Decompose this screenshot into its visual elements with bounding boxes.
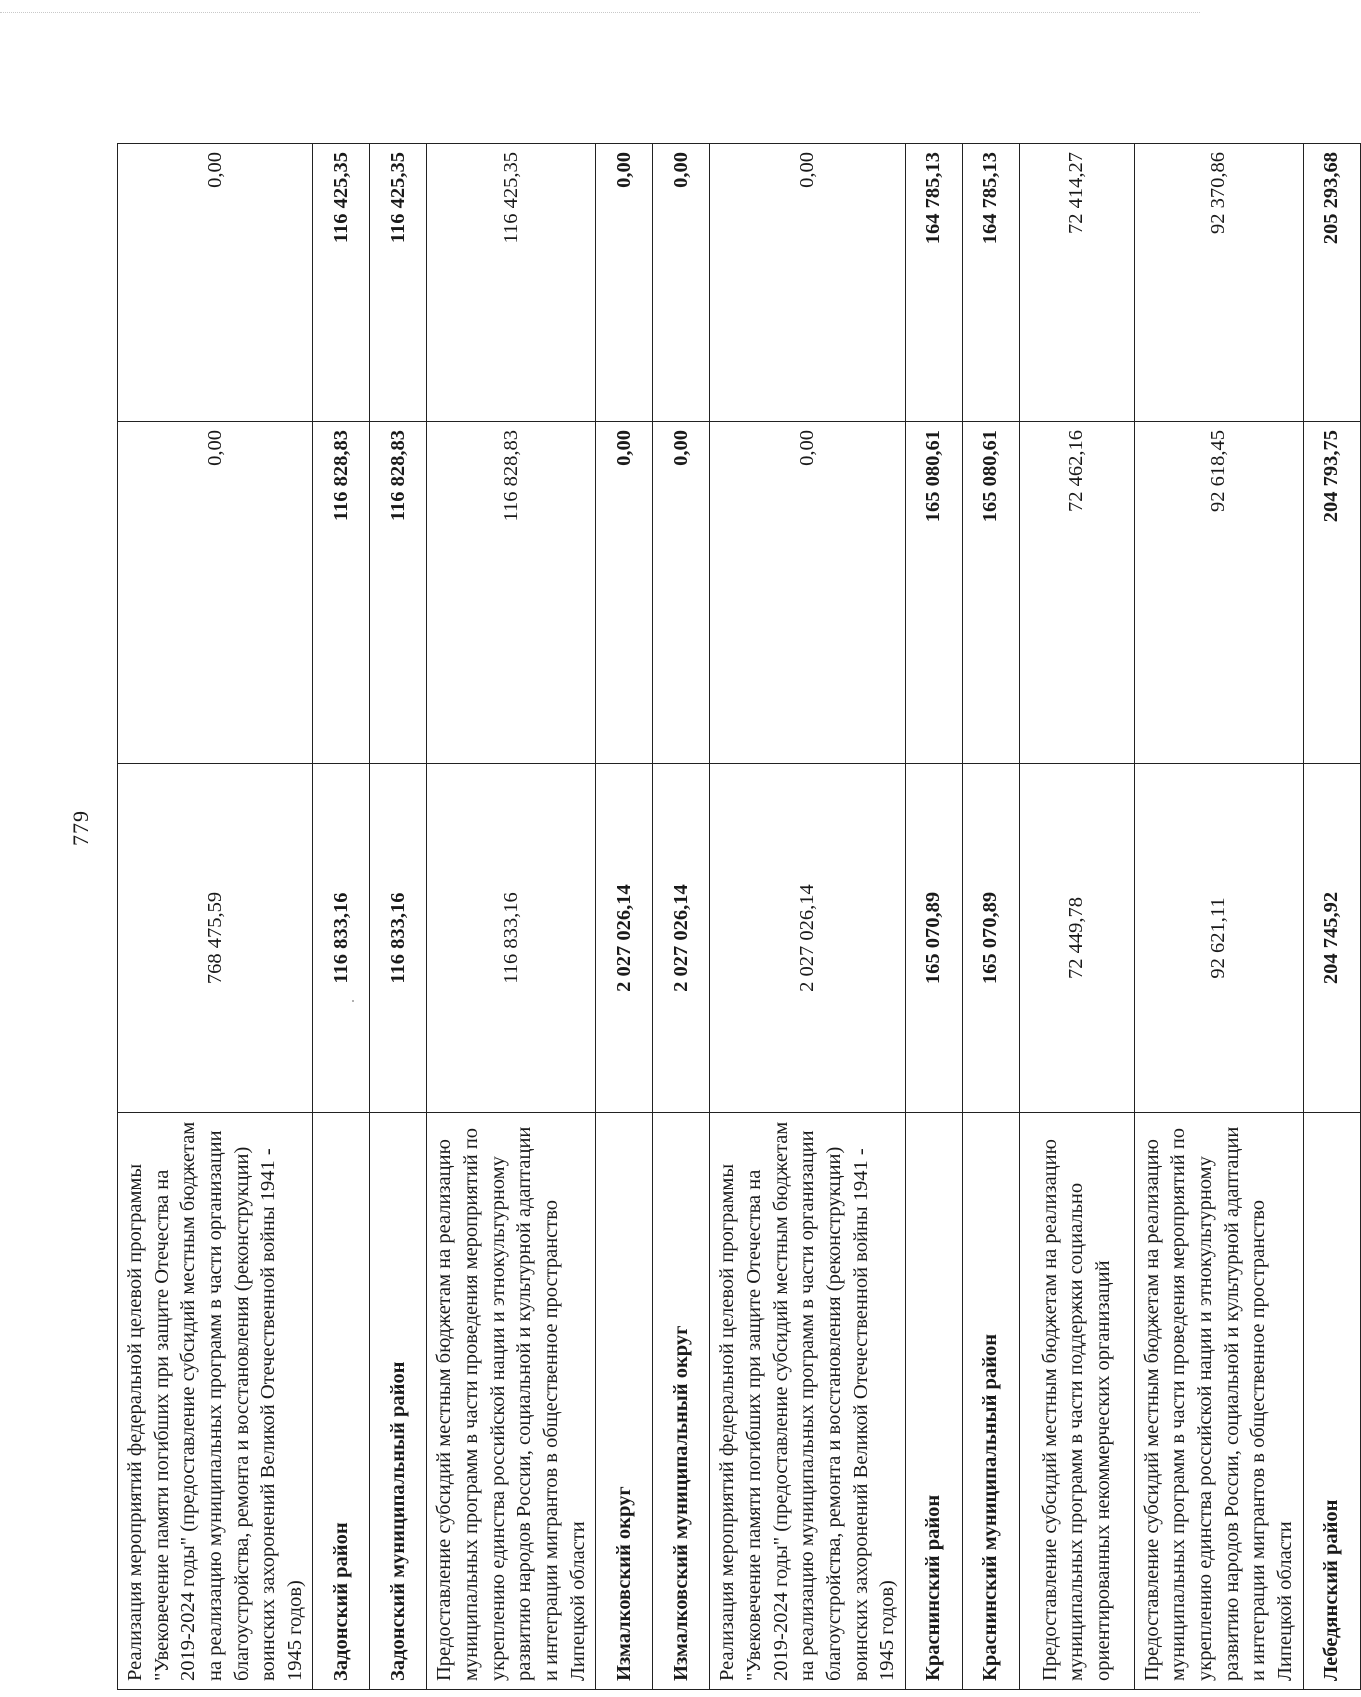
row-value-3: 116 425,35 <box>370 144 427 422</box>
row-value-3: 0,00 <box>118 144 313 422</box>
scan-edge-line <box>0 12 1200 13</box>
row-value-2: 0,00 <box>596 422 653 764</box>
table-row-total <box>596 144 653 1690</box>
rotated-table-frame <box>117 144 1343 1690</box>
row-description: Лебедянский район <box>1303 1113 1360 1690</box>
row-description: Краснинский муниципальный район <box>962 1113 1019 1690</box>
row-value-1: 116 833,16 <box>313 764 370 1113</box>
row-value-3: 164 785,13 <box>962 144 1019 422</box>
row-value-2: 116 828,83 <box>313 422 370 764</box>
row-description: Измалковский муниципальный округ <box>653 1113 710 1690</box>
table-row-total <box>905 144 962 1690</box>
table-row-total <box>313 144 370 1690</box>
row-value-2: 204 793,75 <box>1303 422 1360 764</box>
row-value-3: 205 293,68 <box>1303 144 1360 422</box>
row-description: Задонский муниципальный район <box>370 1113 427 1690</box>
row-value-3: 0,00 <box>653 144 710 422</box>
table-row-total <box>1303 144 1360 1690</box>
table-row-item <box>427 144 596 1690</box>
row-description: Предоставление субсидий местным бюджетам на реализацию муниципальных программ в части поддержки социально ориентированных некоммерческих организаций <box>1019 1113 1134 1690</box>
row-value-2: 116 828,83 <box>427 422 596 764</box>
row-value-1: 116 833,16 <box>427 764 596 1113</box>
table-row-total <box>962 144 1019 1690</box>
row-value-1: 72 449,78 <box>1019 764 1134 1113</box>
table-row-item <box>1019 144 1134 1690</box>
row-value-2: 72 462,16 <box>1019 422 1134 764</box>
row-value-1: 2 027 026,14 <box>653 764 710 1113</box>
row-value-3: 116 425,35 <box>427 144 596 422</box>
row-value-3: 0,00 <box>596 144 653 422</box>
row-value-3: 0,00 <box>710 144 905 422</box>
row-description: Измалковский округ <box>596 1113 653 1690</box>
table-row-total <box>653 144 710 1690</box>
page-number: 779 <box>68 810 93 846</box>
row-value-1: 116 833,16 <box>370 764 427 1113</box>
budget-table <box>117 143 1361 1690</box>
row-value-3: 116 425,35 <box>313 144 370 422</box>
row-value-2: 92 618,45 <box>1134 422 1303 764</box>
budget-table-body <box>118 144 1361 1690</box>
row-value-2: 0,00 <box>118 422 313 764</box>
row-value-2: 165 080,61 <box>905 422 962 764</box>
row-description: Предоставление субсидий местным бюджетам на реализацию муниципальных программ в части проведения мероприятий по укреплению единства российской нации и этнокультурному развитию народов России, социальной и культурной адаптации и интеграции мигрантов в общественное пространство Липецкой области <box>427 1113 596 1690</box>
row-description: Реализация мероприятий федеральной целевой программы "Увековечение памяти погибших при защите Отечества на 2019-2024 годы" (предоставление субсидий местным бюджетам на реализацию муниципальных программ в части организации благоустройства, ремонта и восстановления (реконструкции) воинских захоронений Великой Отечественной войны 1941 - 1945 годов) <box>118 1113 313 1690</box>
row-value-2: 0,00 <box>710 422 905 764</box>
row-description: Предоставление субсидий местным бюджетам на реализацию муниципальных программ в части проведения мероприятий по укреплению единства российской нации и этнокультурному развитию народов России, социальной и культурной адаптации и интеграции мигрантов в общественное пространство Липецкой области <box>1134 1113 1303 1690</box>
row-value-1: 768 475,59 <box>118 764 313 1113</box>
row-description: Краснинский район <box>905 1113 962 1690</box>
row-value-1: 2 027 026,14 <box>596 764 653 1113</box>
row-value-1: 165 070,89 <box>905 764 962 1113</box>
table-row-item <box>118 144 313 1690</box>
row-value-2: 116 828,83 <box>370 422 427 764</box>
row-description: Задонский район <box>313 1113 370 1690</box>
table-row-item <box>710 144 905 1690</box>
row-value-3: 164 785,13 <box>905 144 962 422</box>
row-value-1: 2 027 026,14 <box>710 764 905 1113</box>
row-value-3: 72 414,27 <box>1019 144 1134 422</box>
row-value-3: 92 370,86 <box>1134 144 1303 422</box>
row-value-2: 165 080,61 <box>962 422 1019 764</box>
row-description: Реализация мероприятий федеральной целевой программы "Увековечение памяти погибших при защите Отечества на 2019-2024 годы" (предоставление субсидий местным бюджетам на реализацию муниципальных программ в части организации благоустройства, ремонта и восстановления (реконструкции) воинских захоронений Великой Отечественной войны 1941 - 1945 годов) <box>710 1113 905 1690</box>
row-value-1: 204 745,92 <box>1303 764 1360 1113</box>
table-row-item <box>1134 144 1303 1690</box>
row-value-2: 0,00 <box>653 422 710 764</box>
table-row-total <box>370 144 427 1690</box>
row-value-1: 165 070,89 <box>962 764 1019 1113</box>
row-value-1: 92 621,11 <box>1134 764 1303 1113</box>
